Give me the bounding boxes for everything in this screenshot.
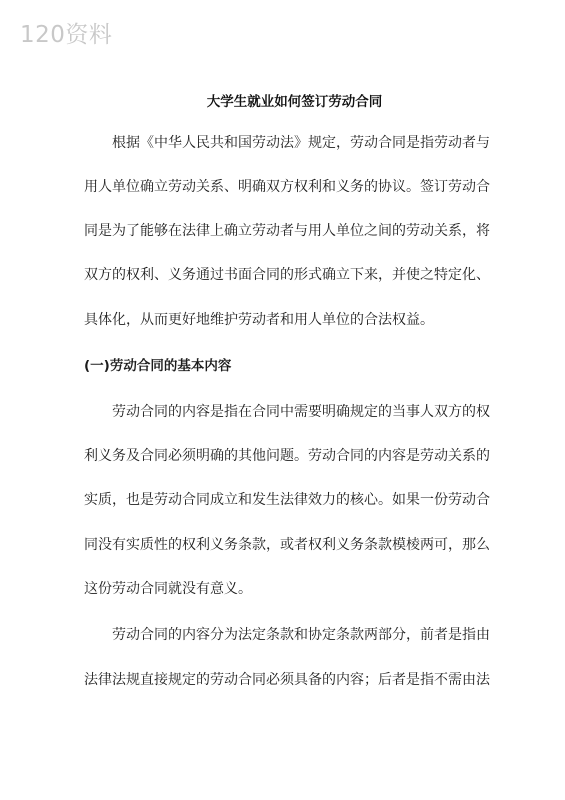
- paragraph-line: 这份劳动合同就没有意义。: [84, 581, 252, 597]
- paragraph-line: 同没有实质性的权利义务条款，或者权利义务条款模棱两可，那么: [84, 537, 490, 553]
- document-title: 大学生就业如何签订劳动合同: [206, 94, 383, 110]
- paragraph-line: 劳动合同的内容是指在合同中需要明确规定的当事人双方的权: [112, 404, 490, 420]
- paragraph-line: 劳动合同的内容分为法定条款和协定条款两部分，前者是指由: [112, 627, 490, 643]
- paragraph-line: 具体化，从而更好地维护劳动者和用人单位的合法权益。: [84, 312, 434, 328]
- watermark-logo: 120资料: [20, 22, 113, 48]
- paragraph-line: 根据《中华人民共和国劳动法》规定，劳动合同是指劳动者与: [112, 135, 490, 151]
- paragraph-line: 双方的权利、义务通过书面合同的形式确立下来，并使之特定化、: [84, 267, 490, 283]
- paragraph-line: 利义务及合同必须明确的其他问题。劳动合同的内容是劳动关系的: [84, 448, 490, 464]
- section-heading: (一)劳动合同的基本内容: [84, 358, 232, 374]
- paragraph-line: 用人单位确立劳动关系、明确双方权利和义务的协议。签订劳动合: [84, 179, 490, 195]
- paragraph-line: 同是为了能够在法律上确立劳动者与用人单位之间的劳动关系，将: [84, 223, 490, 239]
- paragraph-line: 法律法规直接规定的劳动合同必须具备的内容；后者是指不需由法: [84, 672, 490, 688]
- paragraph-line: 实质，也是劳动合同成立和发生法律效力的核心。如果一份劳动合: [84, 492, 490, 508]
